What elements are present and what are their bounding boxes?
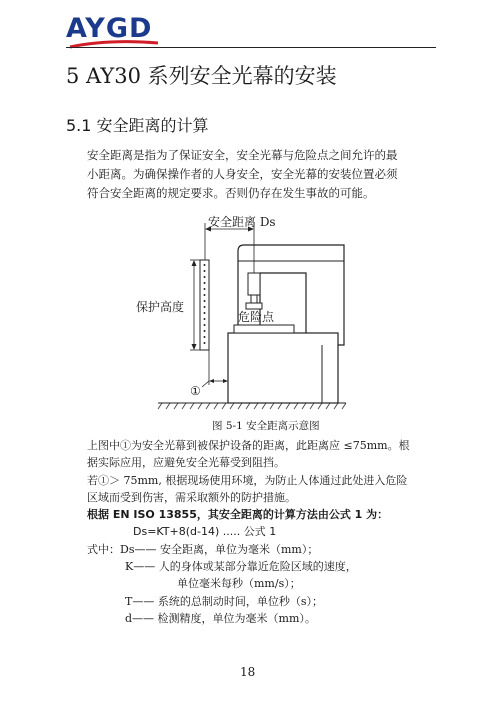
work-table — [234, 325, 294, 333]
definition-t: T—— 系统的总制动时间，单位秒（s）； — [125, 594, 323, 608]
aygd-logo — [66, 13, 216, 47]
section-title: 5 AY30 系列安全光幕的安装 — [66, 64, 337, 88]
body-line: 区域而受到伤害，需采取额外的防护措施。 — [87, 490, 296, 504]
danger-point-label: 危险点 — [238, 310, 275, 324]
definition-d: d—— 检测精度，单位为毫米（mm）。 — [125, 611, 316, 625]
safety-distance-diagram — [136, 215, 350, 415]
logo-text: AYGD — [66, 13, 153, 44]
header-divider — [66, 47, 436, 48]
intro-paragraph — [87, 146, 437, 203]
distance-label: 安全距离 Ds — [208, 215, 276, 229]
definition-ds: 式中：Ds—— 安全距离，单位为毫米（mm）； — [87, 542, 319, 556]
body-line: 据实际应用，应避免安全光幕受到阻挡。 — [87, 456, 285, 470]
gap-marker-label: ① — [190, 384, 201, 398]
press-tool — [251, 295, 257, 303]
body-line: 若①＞ 75mm, 根据现场使用环境，为防止人体通过此处进入危险 — [87, 473, 408, 487]
intro-line: 安全距离是指为了保证安全，安全光幕与危险点之间允许的最 — [87, 148, 398, 162]
ground-hatching — [158, 403, 346, 409]
figure-caption: 图 5-1 安全距离示意图 — [212, 420, 320, 432]
intro-line: 符合安全距离的规定要求。否则仍存在发生事故的可能。 — [87, 186, 375, 200]
definition-k-unit: 单位毫米每秒（mm/s）； — [177, 577, 301, 591]
formula-line: Ds=KT+8(d-14) ..... 公式 1 — [133, 525, 277, 539]
height-label: 保护高度 — [136, 300, 185, 314]
body-text — [87, 437, 447, 627]
press-ram — [248, 273, 260, 295]
standard-reference-line: 根据 EN ISO 13855，其安全距离的计算方法由公式 1 为： — [87, 508, 389, 522]
definition-k: K—— 人的身体或某部分靠近危险区域的速度， — [125, 560, 357, 574]
subsection-title: 5.1 安全距离的计算 — [66, 116, 209, 135]
body-line: 上图中①为安全光幕到被保护设备的距离，此距离应 ≤75mm。根 — [87, 439, 410, 452]
intro-line: 小距离。为确保操作者的人身安全，安全光幕的安装位置必须 — [87, 167, 398, 181]
page-number: 18 — [240, 665, 256, 679]
press-die-top — [246, 303, 262, 309]
